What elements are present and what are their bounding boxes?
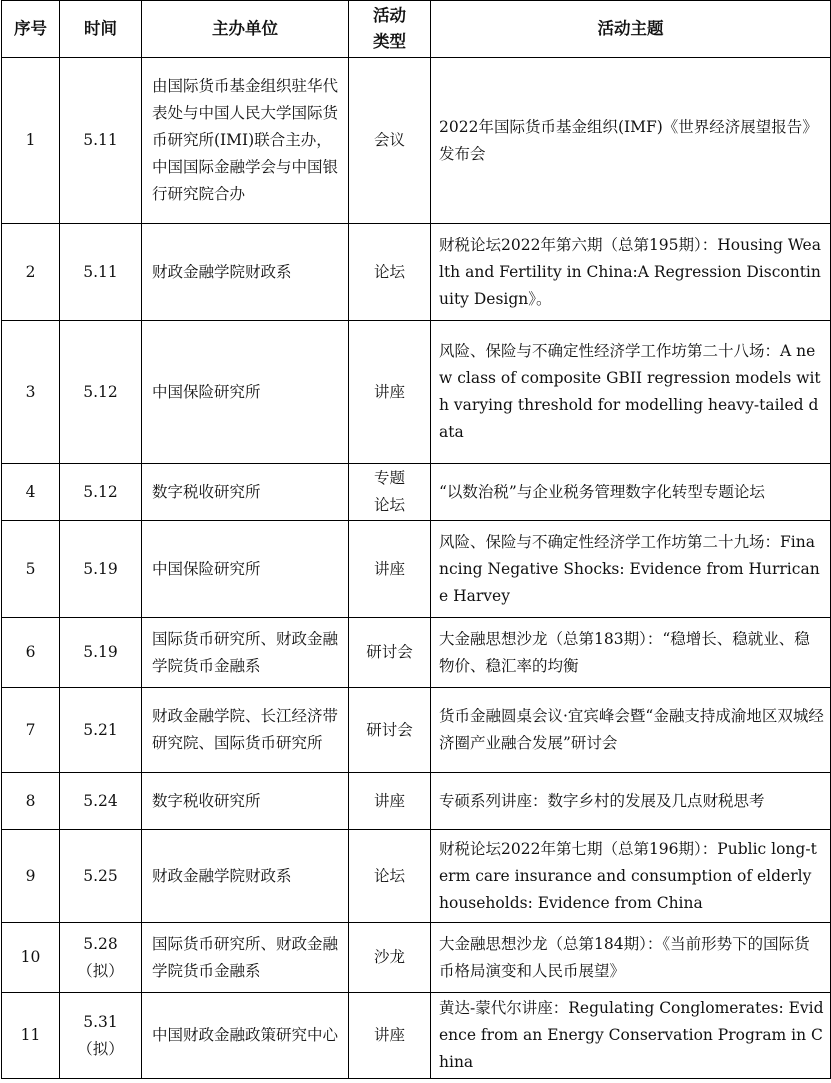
row-organizer: 由国际货币基金组织驻华代表处与中国人民大学国际货币研究所(IMI)联合主办，中国国际金融学会与中国银行研究院合办 (142, 58, 349, 224)
row-type: 讲座 (349, 321, 431, 464)
row-organizer: 数字税收研究所 (142, 464, 349, 521)
header-no: 序号 (2, 1, 60, 58)
row-type: 论坛 (349, 830, 431, 923)
row-date: 5.19 (60, 618, 142, 688)
row-number: 9 (2, 830, 60, 923)
row-number: 6 (2, 618, 60, 688)
row-type: 论坛 (349, 224, 431, 321)
row-organizer: 中国保险研究所 (142, 321, 349, 464)
table-row (2, 830, 831, 923)
row-topic: 2022年国际货币基金组织(IMF)《世界经济展望报告》发布会 (431, 58, 831, 224)
row-organizer: 国际货币研究所、财政金融学院货币金融系 (142, 618, 349, 688)
row-organizer: 财政金融学院、长江经济带研究院、国际货币研究所 (142, 688, 349, 773)
row-number: 11 (2, 993, 60, 1079)
row-topic: 专硕系列讲座：数字乡村的发展及几点财税思考 (431, 773, 831, 830)
header-row (2, 1, 831, 58)
header-topic: 活动主题 (431, 1, 831, 58)
row-topic: 风险、保险与不确定性经济学工作坊第二十八场：A new class of composite GBII regression models with varying threshold for modelling heavy-tailed data (431, 321, 831, 464)
row-type: 讲座 (349, 773, 431, 830)
row-organizer: 财政金融学院财政系 (142, 830, 349, 923)
row-type: 研讨会 (349, 618, 431, 688)
row-date: 5.12 (60, 321, 142, 464)
row-date: 5.24 (60, 773, 142, 830)
table-row (2, 58, 831, 224)
row-topic: 大金融思想沙龙（总第184期）：《当前形势下的国际货币格局演变和人民币展望》 (431, 923, 831, 993)
row-date: 5.31 （拟） (60, 993, 142, 1079)
row-type: 会议 (349, 58, 431, 224)
header-type: 活动 类型 (349, 1, 431, 58)
row-organizer: 中国保险研究所 (142, 521, 349, 618)
row-number: 1 (2, 58, 60, 224)
row-number: 4 (2, 464, 60, 521)
row-date: 5.28 （拟） (60, 923, 142, 993)
row-topic: 货币金融圆桌会议·宜宾峰会暨“金融支持成渝地区双城经济圈产业融合发展”研讨会 (431, 688, 831, 773)
row-number: 2 (2, 224, 60, 321)
row-date: 5.12 (60, 464, 142, 521)
table-row (2, 688, 831, 773)
row-topic: 财税论坛2022年第六期（总第195期）：Housing Wealth and Fertility in China:A Regression Discontinuity Design》。 (431, 224, 831, 321)
row-organizer: 中国财政金融政策研究中心 (142, 993, 349, 1079)
table-row (2, 993, 831, 1079)
row-type: 讲座 (349, 993, 431, 1079)
row-date: 5.11 (60, 58, 142, 224)
table-row (2, 464, 831, 521)
row-number: 7 (2, 688, 60, 773)
row-number: 8 (2, 773, 60, 830)
row-organizer: 国际货币研究所、财政金融学院货币金融系 (142, 923, 349, 993)
header-date: 时间 (60, 1, 142, 58)
row-number: 10 (2, 923, 60, 993)
header-organizer: 主办单位 (142, 1, 349, 58)
row-type: 沙龙 (349, 923, 431, 993)
row-type: 专题 论坛 (349, 464, 431, 521)
row-organizer: 数字税收研究所 (142, 773, 349, 830)
row-type: 研讨会 (349, 688, 431, 773)
row-topic: 风险、保险与不确定性经济学工作坊第二十九场：Financing Negative Shocks: Evidence from Hurricane Harvey (431, 521, 831, 618)
table-row (2, 521, 831, 618)
row-number: 3 (2, 321, 60, 464)
row-type: 讲座 (349, 521, 431, 618)
table-row (2, 321, 831, 464)
row-topic: 黄达-蒙代尔讲座：Regulating Conglomerates: Evidence from an Energy Conservation Program in China (431, 993, 831, 1079)
table-row (2, 773, 831, 830)
table-row (2, 224, 831, 321)
activity-table (1, 0, 831, 1079)
row-topic: 大金融思想沙龙（总第183期）：“稳增长、稳就业、稳物价、稳汇率的均衡 (431, 618, 831, 688)
row-organizer: 财政金融学院财政系 (142, 224, 349, 321)
table-row (2, 618, 831, 688)
row-topic: “以数治税”与企业税务管理数字化转型专题论坛 (431, 464, 831, 521)
table-row (2, 923, 831, 993)
row-topic: 财税论坛2022年第七期（总第196期）：Public long-term care insurance and consumption of elderly households: Evidence from China (431, 830, 831, 923)
row-date: 5.21 (60, 688, 142, 773)
row-date: 5.25 (60, 830, 142, 923)
row-date: 5.19 (60, 521, 142, 618)
row-date: 5.11 (60, 224, 142, 321)
row-number: 5 (2, 521, 60, 618)
